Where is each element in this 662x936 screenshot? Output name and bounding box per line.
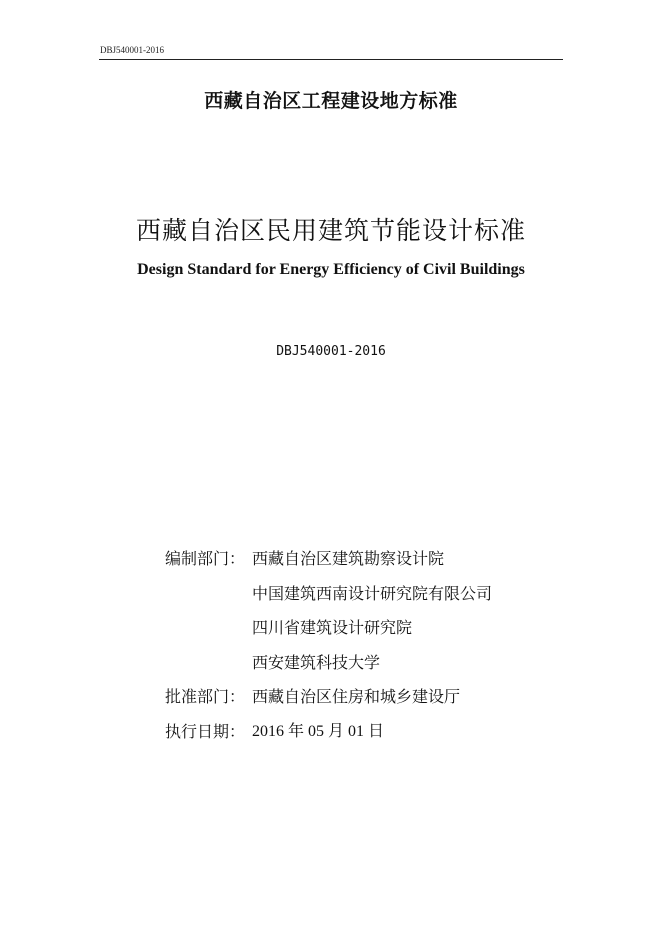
compiler-label: 编制部门： [165, 549, 246, 568]
approver-row [165, 680, 492, 715]
effective-date-row [165, 715, 492, 750]
compiler-row [165, 542, 492, 577]
series-title: 西藏自治区工程建设地方标准 [204, 90, 458, 112]
approver-value: 西藏自治区住房和城乡建设厅 [252, 687, 461, 707]
label-spacer [165, 611, 252, 646]
effective-date-value: 2016 年 05 月 01 日 [252, 722, 385, 740]
main-title: 西藏自治区民用建筑节能设计标准 [135, 216, 526, 245]
approver-label: 批准部门： [165, 687, 246, 707]
compiler-item: 西藏自治区建筑勘察设计院 [252, 549, 445, 568]
label-spacer [165, 646, 252, 681]
standard-code: DBJ540001-2016 [276, 344, 386, 359]
english-title: Design Standard for Energy Efficiency of Civil Buildings [137, 261, 525, 278]
compiler-row [165, 611, 492, 646]
compiler-item: 四川省建筑设计研究院 [252, 618, 413, 638]
compiler-item: 中国建筑西南设计研究院有限公司 [252, 583, 493, 603]
header-divider [99, 59, 563, 60]
compiler-row [165, 646, 492, 681]
publication-info [165, 542, 492, 750]
effective-date-label: 执行日期： [165, 721, 246, 741]
compiler-row [165, 577, 492, 612]
compiler-item: 西安建筑科技大学 [252, 652, 381, 672]
header-document-code: DBJ540001-2016 [100, 45, 165, 55]
label-spacer [165, 577, 252, 612]
